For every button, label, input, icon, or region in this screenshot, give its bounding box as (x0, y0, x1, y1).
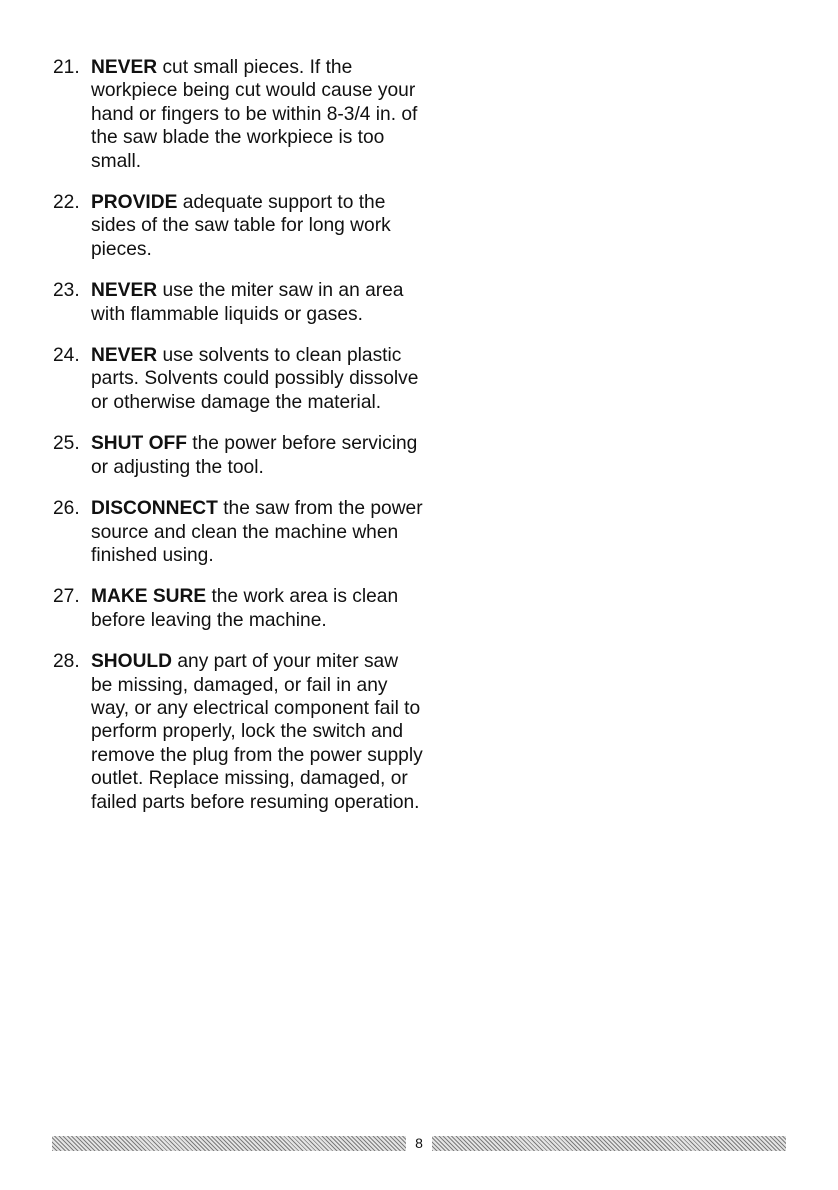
rule-number: 22. (53, 192, 80, 214)
rule-item (53, 497, 423, 567)
rule-item (53, 191, 423, 261)
rule-keyword: SHUT OFF (91, 433, 187, 455)
rule-number: 21. (53, 57, 80, 78)
rule-keyword: MAKE SURE (91, 586, 207, 608)
rule-number: 26. (53, 498, 80, 520)
rule-item (53, 432, 423, 479)
rule-text: the power before servicing or adjusting the tool. (91, 433, 418, 478)
safety-rules-list (53, 56, 423, 832)
footer-bar-right (432, 1136, 786, 1151)
rule-item (53, 585, 423, 632)
rule-number: 28. (53, 651, 80, 673)
page-footer (52, 1134, 786, 1152)
rule-text: any part of your miter saw be missing, damaged, or fail in any way, or any electrical component fail to perform properly, lock the switch and remove the plug from the power supply outlet. Replace missing, damaged, or failed parts before resuming operation. (91, 651, 423, 813)
rule-keyword: NEVER (91, 57, 158, 78)
page-number: 8 (415, 1135, 423, 1151)
rule-text: adequate support to the sides of the saw table for long work pieces. (91, 192, 391, 260)
rule-number: 23. (53, 280, 80, 302)
rule-keyword: NEVER (91, 345, 158, 367)
rule-text: use solvents to clean plastic parts. Solvents could possibly dissolve or otherwise damage the material. (91, 345, 419, 413)
rule-number: 25. (53, 433, 80, 455)
footer-bar-left (52, 1136, 406, 1151)
rule-item (53, 279, 423, 326)
rule-keyword: PROVIDE (91, 192, 178, 214)
rule-text: the saw from the power source and clean the machine when finished using. (91, 498, 423, 566)
rule-item (53, 56, 423, 173)
rule-text: the work area is clean before leaving the machine. (91, 586, 399, 631)
rule-item (53, 650, 423, 814)
rule-text: use the miter saw in an area with flammable liquids or gases. (91, 280, 404, 325)
rule-keyword: NEVER (91, 280, 158, 302)
rule-text: cut small pieces. If the workpiece being cut would cause your hand or fingers to be within 8-3/4 in. of the saw blade the workpiece is too small. (91, 57, 418, 172)
rule-number: 27. (53, 586, 80, 608)
rule-keyword: DISCONNECT (91, 498, 218, 520)
rule-item (53, 344, 423, 414)
rule-number: 24. (53, 345, 80, 367)
rule-keyword: SHOULD (91, 651, 173, 673)
